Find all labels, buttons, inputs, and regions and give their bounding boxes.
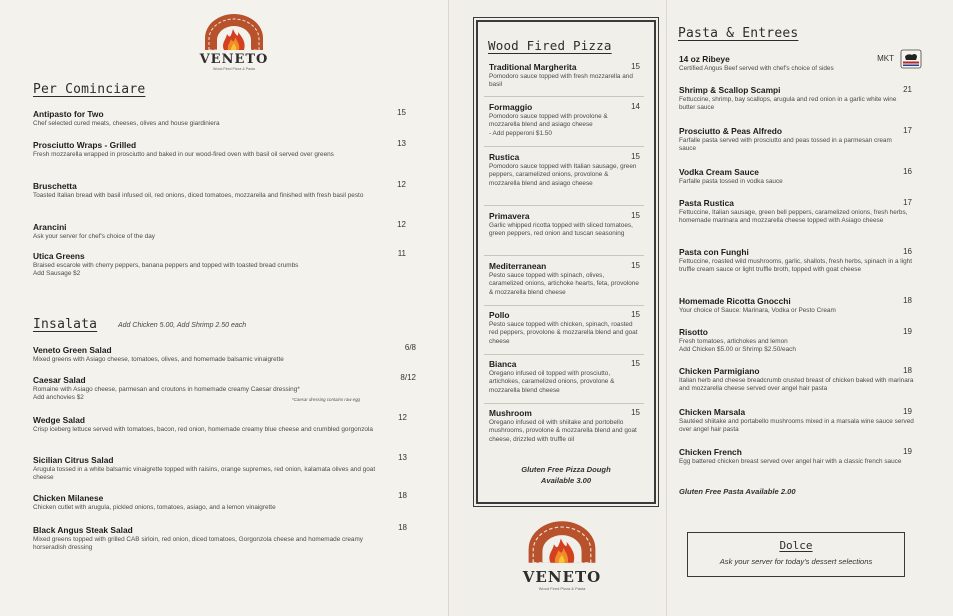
item-name: Chicken Milanese xyxy=(33,493,104,503)
certified-angus-beef-icon xyxy=(900,49,922,69)
menu-item xyxy=(679,296,899,315)
item-desc: Your choice of Sauce: Marinara, Vodka or Pesto Cream xyxy=(679,307,836,314)
item-price: 6/8 xyxy=(404,343,416,352)
menu-item xyxy=(679,327,879,355)
item-desc: Fresh tomatoes, artichokes and lemon Add Chicken $5.00 or Shrimp $2.50/each xyxy=(679,338,796,354)
item-desc: Pesto sauce topped with spinach, olives, caramelized onions, artichoke hearts, feta, provolone & mozzarella blend cheese xyxy=(489,272,639,296)
item-price: 15 xyxy=(631,261,640,270)
item-price: 11 xyxy=(397,249,406,258)
menu-item xyxy=(33,415,383,434)
item-name: Arancini xyxy=(33,222,67,232)
item-price: 21 xyxy=(903,85,912,94)
pizza-divider xyxy=(484,305,644,306)
item-price: 14 xyxy=(631,102,640,111)
menu-item xyxy=(33,525,378,553)
item-name: Primavera xyxy=(489,211,530,221)
pizza-divider xyxy=(484,255,644,256)
item-name: Shrimp & Scallop Scampi xyxy=(679,85,781,95)
item-name: Traditional Margherita xyxy=(489,62,577,72)
veneto-logo-top xyxy=(188,12,280,71)
item-desc: Pesto sauce topped with chicken, spinach, roasted red peppers, provolone & mozzarella blend and goat cheese xyxy=(489,321,638,345)
section-title-pasta-entrees: Pasta & Entrees xyxy=(678,26,799,41)
pizza-divider xyxy=(484,96,644,97)
item-name: Utica Greens xyxy=(33,251,85,261)
item-desc: Ask your server for chef's choice of the day xyxy=(33,233,155,240)
menu-item xyxy=(33,222,363,241)
item-price: 15 xyxy=(631,359,640,368)
item-name: Formaggio xyxy=(489,102,533,112)
item-desc: Chicken cutlet with arugula, pickled onions, tomatoes, asiago, and a lemon vinaigrette xyxy=(33,504,276,511)
brick-oven-icon xyxy=(201,12,267,52)
item-price: 19 xyxy=(903,327,912,336)
item-price: 16 xyxy=(903,167,912,176)
item-desc: Chef selected cured meats, cheeses, olives and house giardiniera xyxy=(33,120,220,127)
item-desc: Pomodoro sauce topped with Italian sausage, green peppers, caramelized onions, provolone & mozzarella blend and asiago cheese xyxy=(489,163,637,187)
menu-item xyxy=(33,109,383,128)
item-name: Prosciutto & Peas Alfredo xyxy=(679,126,783,136)
item-name: Prosciutto Wraps - Grilled xyxy=(33,140,137,150)
item-name: Bianca xyxy=(489,359,517,369)
item-price: 13 xyxy=(398,453,407,462)
item-name: Wedge Salad xyxy=(33,415,85,425)
brand-name: VENETO xyxy=(522,568,602,586)
menu-item xyxy=(33,455,378,483)
item-name: Risotto xyxy=(679,327,708,337)
item-price: 15 xyxy=(631,62,640,71)
item-desc: Farfalle pasta served with prosciutto and peas tossed in a parmesan cream sauce xyxy=(679,137,892,153)
item-name: Mushroom xyxy=(489,408,532,418)
item-price: MKT xyxy=(877,54,894,63)
brand-tagline: Wood Fired Pizza & Pasta xyxy=(538,586,586,591)
menu-item xyxy=(33,181,383,200)
item-desc: Fresh mozzarella wrapped in prosciutto and baked in our wood-fired oven with basil oil served over greens xyxy=(33,151,334,158)
item-desc: Romaine with Asiago cheese, parmesan and croutons in homemade creamy Caesar dressing* Add anchovies $2 xyxy=(33,386,300,402)
menu-item xyxy=(679,247,914,275)
menu-item xyxy=(679,447,904,466)
menu-item xyxy=(33,345,393,364)
item-desc: Egg battered chicken breast served over angel hair with a classic french sauce xyxy=(679,458,902,465)
section-title-per-cominciare: Per Cominciare xyxy=(33,82,146,97)
item-desc: Fettuccine, Italian sausage, green bell peppers, caramelized onions, fresh herbs, homemade marinara and mozzarella cheese topped with Asiago cheese xyxy=(679,209,908,225)
item-price: 18 xyxy=(903,366,912,375)
item-price: 19 xyxy=(903,447,912,456)
item-name: Vodka Cream Sauce xyxy=(679,167,759,177)
caesar-raw-egg-note: *Caesar dressing contains raw egg xyxy=(291,396,360,402)
gluten-free-pizza-note: Gluten Free Pizza Dough xyxy=(521,465,611,474)
item-price: 15 xyxy=(631,152,640,161)
menu-item xyxy=(33,140,348,159)
item-desc: Pomodoro sauce topped with provolone & mozzarella blend and asiago cheese - Add pepperoni $1.50 xyxy=(489,113,608,137)
menu-item xyxy=(679,126,909,154)
item-desc: Italian herb and cheese breadcrumb crusted breast of chicken baked with marinara and mozzarella cheese served over angel hair pasta xyxy=(679,377,914,393)
section-title-insalata: Insalata xyxy=(33,317,98,332)
pizza-divider xyxy=(484,146,644,147)
item-desc: Mixed greens with Asiago cheese, tomatoes, olives, and homemade balsamic vinaigrette xyxy=(33,356,284,363)
menu-item xyxy=(679,198,914,226)
item-desc: Sautéed shiitake and portabello mushrooms mixed in a marsala wine sauce served over angel hair pasta xyxy=(679,418,914,434)
veneto-logo-bottom xyxy=(512,516,612,591)
brick-oven-icon xyxy=(524,516,600,568)
item-name: Pollo xyxy=(489,310,510,320)
item-price: 12 xyxy=(398,413,407,422)
menu-item xyxy=(33,251,383,279)
item-price: 19 xyxy=(903,407,912,416)
item-name: Pasta Rustica xyxy=(679,198,734,208)
pizza-divider xyxy=(484,205,644,206)
item-price: 15 xyxy=(397,108,406,117)
item-name: Bruschetta xyxy=(33,181,77,191)
item-price: 12 xyxy=(397,180,406,189)
item-price: 16 xyxy=(903,247,912,256)
item-name: Veneto Green Salad xyxy=(33,345,112,355)
item-desc: Oregano infused oil topped with prosciutto, artichokes, caramelized onions, provolone & mozzarella blend cheese xyxy=(489,370,615,394)
item-desc: Arugula tossed in a white balsamic vinaigrette topped with raisins, orange supremes, red onion, kalamata olives and goat cheese xyxy=(33,466,376,482)
item-price: 15 xyxy=(631,211,640,220)
pizza-divider xyxy=(484,354,644,355)
dolce-description: Ask your server for today's dessert selections xyxy=(719,557,873,566)
section-title-dolce: Dolce xyxy=(779,539,813,552)
item-desc: Oregano infused oil with shiitake and portobello mushrooms, provolone & mozzarella blend and goat cheese, drizzled with truffle oil xyxy=(489,419,637,443)
menu-item xyxy=(679,54,874,73)
item-name: Sicilian Citrus Salad xyxy=(33,455,114,465)
item-desc: Mixed greens topped with grilled CAB sirloin, red onion, diced tomatoes, Gorgonzola cheese and homemade creamy horseradish dressing xyxy=(33,536,364,552)
menu-item xyxy=(33,493,373,512)
item-price: 13 xyxy=(397,139,406,148)
item-name: Caesar Salad xyxy=(33,375,86,385)
item-name: Chicken Marsala xyxy=(679,407,746,417)
item-desc: Pomodoro sauce topped with fresh mozzarella and basil xyxy=(489,73,633,89)
section-title-wood-fired-pizza: Wood Fired Pizza xyxy=(488,38,612,53)
item-price: 17 xyxy=(903,126,912,135)
brand-tagline: Wood Fired Pizza & Pasta xyxy=(213,67,255,71)
item-price: 15 xyxy=(631,408,640,417)
item-desc: Crisp iceberg lettuce served with tomatoes, bacon, red onion, homemade creamy blue cheese and crumbled gorgonzola xyxy=(33,426,373,433)
menu-item xyxy=(679,407,914,435)
item-price: 8/12 xyxy=(400,373,416,382)
item-desc: Farfalle pasta tossed in vodka sauce xyxy=(679,178,783,185)
brand-name: VENETO xyxy=(199,52,269,67)
item-price: 18 xyxy=(903,296,912,305)
item-desc: Garlic whipped ricotta topped with sliced tomatoes, green peppers, red onion and tuscan seasoning xyxy=(489,222,633,238)
item-desc: Certified Angus Beef served with chef's choice of sides xyxy=(679,65,834,72)
pizza-divider xyxy=(484,403,644,404)
item-desc: Fettuccine, roasted wild mushrooms, garlic, shallots, fresh herbs, spinach in a light truffle cream sauce or light truffle broth, topped with goat cheese xyxy=(679,258,913,274)
item-name: Mediterranean xyxy=(489,261,547,271)
menu-item xyxy=(679,85,909,113)
gluten-free-pizza-price: Available 3.00 xyxy=(540,476,592,485)
item-name: Pasta con Funghi xyxy=(679,247,749,257)
item-name: Chicken French xyxy=(679,447,742,457)
item-name: 14 oz Ribeye xyxy=(679,54,730,64)
item-name: Antipasto for Two xyxy=(33,109,104,119)
item-name: Chicken Parmigiano xyxy=(679,366,760,376)
item-name: Rustica xyxy=(489,152,520,162)
item-desc: Braised escarole with cherry peppers, banana peppers and topped with toasted bread crumbs Add Sausage $2 xyxy=(33,262,299,278)
gluten-free-pasta-note: Gluten Free Pasta Available 2.00 xyxy=(679,487,796,496)
item-price: 18 xyxy=(398,523,407,532)
item-desc: Fettuccine, shrimp, bay scallops, arugula and red onion in a garlic white wine butter sauce xyxy=(679,96,897,112)
insalata-add-note: Add Chicken 5.00, Add Shrimp 2.50 each xyxy=(118,322,247,329)
menu-item xyxy=(679,167,879,186)
item-price: 18 xyxy=(398,491,407,500)
item-price: 17 xyxy=(903,198,912,207)
menu-item xyxy=(33,375,378,402)
fold-line-left xyxy=(448,0,449,616)
item-price: 12 xyxy=(397,220,406,229)
item-name: Homemade Ricotta Gnocchi xyxy=(679,296,791,306)
item-price: 15 xyxy=(631,310,640,319)
fold-line-right xyxy=(666,0,667,616)
item-desc: Toasted Italian bread with basil infused oil, red onions, diced tomatoes, mozzarella and finished with fresh basil pesto xyxy=(33,192,364,199)
item-name: Black Angus Steak Salad xyxy=(33,525,133,535)
